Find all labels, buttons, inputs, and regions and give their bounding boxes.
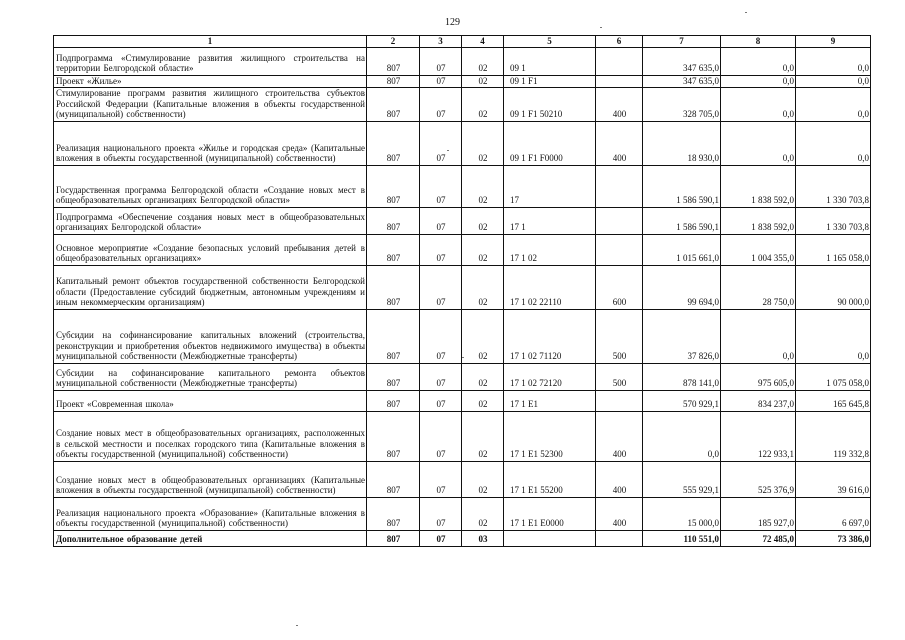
code-subsection-cell: 02 [462,165,504,207]
row-name-cell: Реализация национального проекта «Образование» (Капитальные вложения в объекты государственной (муниципальной) собственности) [54,497,367,530]
table-row [54,497,871,530]
code-grbs-cell: 807 [367,390,420,411]
code-expense-type-cell [596,207,643,234]
table-row [54,88,871,122]
row-name-cell: Государственная программа Белгородской области «Создание новых мест в общеобразовательных организациях Белгородской области» [54,165,367,207]
amount-year-3-cell: 165 645,8 [796,390,871,411]
budget-table [53,35,871,547]
code-target-cell: 09 1 [504,47,596,75]
amount-year-2-cell: 0,0 [721,121,796,165]
amount-year-2-cell: 28 750,0 [721,265,796,309]
table-row [54,390,871,411]
code-subsection-cell: 02 [462,309,504,363]
amount-year-3-cell: 0,0 [796,309,871,363]
amount-year-1-cell: 1 586 590,1 [643,207,721,234]
column-header: 5 [504,36,596,48]
table-row [54,530,871,546]
table-body [54,47,871,546]
amount-year-1-cell: 555 929,1 [643,461,721,497]
code-target-cell [504,530,596,546]
amount-year-2-cell: 0,0 [721,47,796,75]
code-expense-type-cell [596,47,643,75]
table-row [54,411,871,461]
table-row [54,363,871,390]
amount-year-3-cell: 1 165 058,0 [796,234,871,265]
code-target-cell: 09 1 F1 F0000 [504,121,596,165]
column-header: 9 [796,36,871,48]
code-expense-type-cell: 400 [596,411,643,461]
code-grbs-cell: 807 [367,75,420,88]
code-section-cell: 07 [420,497,462,530]
code-expense-type-cell: 400 [596,121,643,165]
code-expense-type-cell: 500 [596,309,643,363]
code-expense-type-cell [596,234,643,265]
code-grbs-cell: 807 [367,265,420,309]
scan-speck [600,27,602,28]
code-target-cell: 17 1 [504,207,596,234]
code-section-cell: 07 [420,165,462,207]
amount-year-3-cell: 1 330 703,8 [796,165,871,207]
amount-year-3-cell: 0,0 [796,47,871,75]
row-name-cell: Основное мероприятие «Создание безопасных условий пребывания детей в общеобразовательных организациях» [54,234,367,265]
table-row [54,234,871,265]
code-section-cell: 07 [420,207,462,234]
row-name-cell: Капитальный ремонт объектов государственной собственности Белгородской области (Предоставление субсидий бюджетным, автономным учреждениям и иным некоммерческим организациям) [54,265,367,309]
code-target-cell: 17 1 E1 52300 [504,411,596,461]
code-target-cell: 17 [504,165,596,207]
code-subsection-cell: 02 [462,390,504,411]
row-name-cell: Создание новых мест в общеобразовательных организациях, расположенных в сельской местности и поселках городского типа (Капитальные вложения в объекты государственной (муниципальной) собственности) [54,411,367,461]
code-expense-type-cell: 500 [596,363,643,390]
code-grbs-cell: 807 [367,234,420,265]
column-header: 3 [420,36,462,48]
code-section-cell: 07 [420,411,462,461]
code-subsection-cell: 02 [462,497,504,530]
table-row [54,461,871,497]
row-name-cell: Подпрограмма «Обеспечение создания новых мест в общеобразовательных организациях Белгородской области» [54,207,367,234]
amount-year-2-cell: 975 605,0 [721,363,796,390]
row-name-cell: Субсидии на софинансирование капитального ремонта объектов муниципальной собственности (Межбюджетные трансферты) [54,363,367,390]
table-row [54,309,871,363]
amount-year-3-cell: 73 386,0 [796,530,871,546]
code-grbs-cell: 807 [367,461,420,497]
row-name-cell: Подпрограмма «Стимулирование развития жилищного строительства на территории Белгородской области» [54,47,367,75]
amount-year-1-cell: 347 635,0 [643,47,721,75]
column-header: 4 [462,36,504,48]
amount-year-3-cell: 119 332,8 [796,411,871,461]
code-expense-type-cell [596,390,643,411]
amount-year-3-cell: 1 330 703,8 [796,207,871,234]
code-subsection-cell: 02 [462,411,504,461]
column-header: 7 [643,36,721,48]
amount-year-2-cell: 122 933,1 [721,411,796,461]
code-grbs-cell: 807 [367,309,420,363]
code-expense-type-cell: 400 [596,88,643,122]
amount-year-3-cell: 90 000,0 [796,265,871,309]
code-expense-type-cell: 400 [596,461,643,497]
code-section-cell: 07 [420,234,462,265]
code-subsection-cell: 02 [462,88,504,122]
amount-year-3-cell: 0,0 [796,75,871,88]
row-name-cell: Проект «Современная школа» [54,390,367,411]
code-subsection-cell: 02 [462,363,504,390]
table-row [54,75,871,88]
table-row [54,47,871,75]
column-header: 6 [596,36,643,48]
code-grbs-cell: 807 [367,47,420,75]
amount-year-2-cell: 1 838 592,0 [721,165,796,207]
amount-year-1-cell: 15 000,0 [643,497,721,530]
code-section-cell: 07 [420,461,462,497]
code-expense-type-cell: 600 [596,265,643,309]
code-section-cell: 07 [420,390,462,411]
code-grbs-cell: 807 [367,207,420,234]
code-section-cell: 07 [420,121,462,165]
amount-year-2-cell: 0,0 [721,75,796,88]
code-section-cell: 07 [420,47,462,75]
code-subsection-cell: 02 [462,265,504,309]
amount-year-1-cell: 328 705,0 [643,88,721,122]
code-expense-type-cell [596,165,643,207]
amount-year-2-cell: 834 237,0 [721,390,796,411]
code-target-cell: 17 1 02 72120 [504,363,596,390]
row-name-cell: Проект «Жилье» [54,75,367,88]
code-grbs-cell: 807 [367,530,420,546]
code-target-cell: 17 1 02 [504,234,596,265]
code-target-cell: 17 1 02 22110 [504,265,596,309]
code-grbs-cell: 807 [367,363,420,390]
amount-year-3-cell: 39 616,0 [796,461,871,497]
code-section-cell: 07 [420,363,462,390]
code-target-cell: 17 1 E1 [504,390,596,411]
code-grbs-cell: 807 [367,497,420,530]
row-name-cell: Стимулирование программ развития жилищного строительства субъектов Российской Федерации (Капитальные вложения в объекты государственной (муниципальной) собственности) [54,88,367,122]
amount-year-2-cell: 525 376,9 [721,461,796,497]
code-target-cell: 09 1 F1 [504,75,596,88]
code-grbs-cell: 807 [367,165,420,207]
amount-year-1-cell: 99 694,0 [643,265,721,309]
amount-year-2-cell: 72 485,0 [721,530,796,546]
amount-year-3-cell: 0,0 [796,88,871,122]
table-row [54,121,871,165]
code-expense-type-cell [596,530,643,546]
code-grbs-cell: 807 [367,411,420,461]
table-row [54,265,871,309]
row-name-cell: Субсидии на софинансирование капитальных вложений (строительства, реконструкции и приобретения объектов недвижимого имущества) в объекты муниципальной собственности (Межбюджетные трансферты) [54,309,367,363]
amount-year-2-cell: 1 838 592,0 [721,207,796,234]
row-name-cell: Создание новых мест в общеобразовательных организациях (Капитальные вложения в объекты государственной (муниципальной) собственности) [54,461,367,497]
code-section-cell: 07 [420,265,462,309]
column-header: 8 [721,36,796,48]
amount-year-1-cell: 1 015 661,0 [643,234,721,265]
scan-speck [296,625,298,626]
code-subsection-cell: 02 [462,121,504,165]
code-expense-type-cell: 400 [596,497,643,530]
table-row [54,207,871,234]
amount-year-1-cell: 347 635,0 [643,75,721,88]
code-target-cell: 17 1 02 71120 [504,309,596,363]
code-grbs-cell: 807 [367,121,420,165]
amount-year-2-cell: 0,0 [721,88,796,122]
code-subsection-cell: 03 [462,530,504,546]
amount-year-1-cell: 110 551,0 [643,530,721,546]
code-grbs-cell: 807 [367,88,420,122]
page-number: 129 [445,17,460,28]
amount-year-1-cell: 1 586 590,1 [643,165,721,207]
code-subsection-cell: 02 [462,75,504,88]
code-target-cell: 17 1 E1 55200 [504,461,596,497]
column-header: 1 [54,36,367,48]
amount-year-1-cell: 18 930,0 [643,121,721,165]
code-target-cell: 17 1 E1 E0000 [504,497,596,530]
amount-year-3-cell: 6 697,0 [796,497,871,530]
row-name-cell: Реализация национального проекта «Жилье и городская среда» (Капитальные вложения в объекты государственной (муниципальной) собственности) [54,121,367,165]
row-name-cell: Дополнительное образование детей [54,530,367,546]
table-row [54,165,871,207]
amount-year-3-cell: 0,0 [796,121,871,165]
amount-year-1-cell: 0,0 [643,411,721,461]
code-section-cell: 07 [420,530,462,546]
amount-year-3-cell: 1 075 058,0 [796,363,871,390]
code-subsection-cell: 02 [462,207,504,234]
amount-year-2-cell: 1 004 355,0 [721,234,796,265]
header-row [54,36,871,48]
code-target-cell: 09 1 F1 50210 [504,88,596,122]
amount-year-1-cell: 37 826,0 [643,309,721,363]
amount-year-2-cell: 185 927,0 [721,497,796,530]
code-section-cell: 07 [420,88,462,122]
code-subsection-cell: 02 [462,461,504,497]
scan-speck [745,12,747,13]
amount-year-1-cell: 570 929,1 [643,390,721,411]
code-subsection-cell: 02 [462,234,504,265]
amount-year-1-cell: 878 141,0 [643,363,721,390]
code-expense-type-cell [596,75,643,88]
code-section-cell: 07 [420,309,462,363]
code-section-cell: 07 [420,75,462,88]
column-header: 2 [367,36,420,48]
amount-year-2-cell: 0,0 [721,309,796,363]
code-subsection-cell: 02 [462,47,504,75]
